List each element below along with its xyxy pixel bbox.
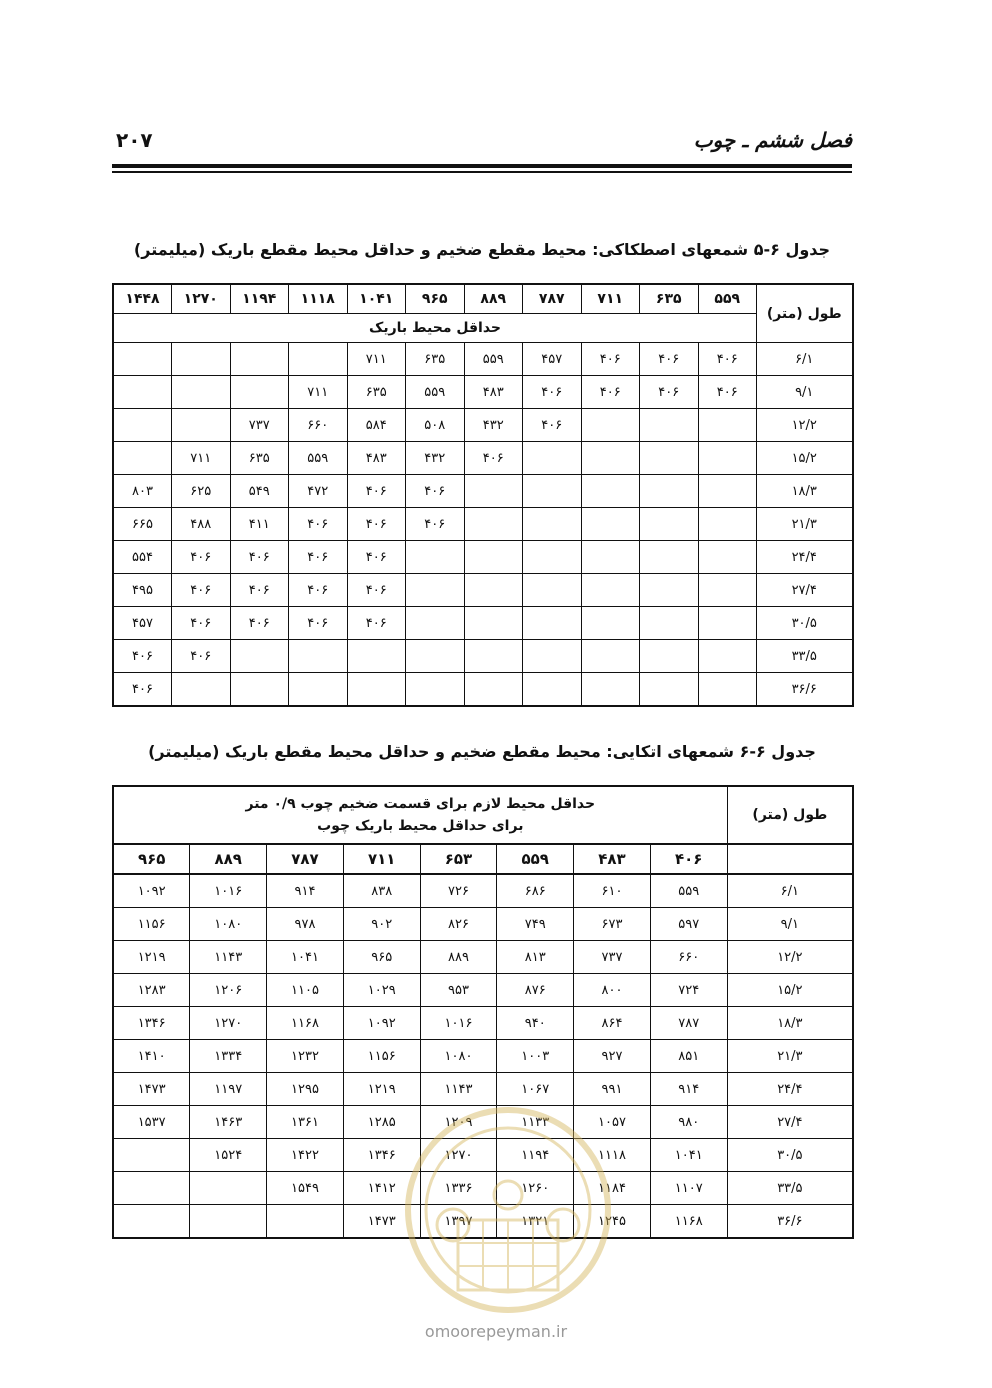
column-header: ۸۸۹ (464, 284, 523, 314)
value-cell: ۴۰۶ (347, 541, 406, 574)
length-cell: ۶/۱ (757, 343, 853, 376)
value-cell: ۷۱۱ (172, 442, 231, 475)
value-cell (406, 574, 465, 607)
value-cell (640, 607, 699, 640)
length-header: طول (متر) (757, 284, 853, 343)
value-cell: ۵۸۴ (347, 409, 406, 442)
value-cell: ۸۳۸ (343, 874, 420, 908)
value-cell: ۱۰۸۰ (420, 1040, 497, 1073)
value-cell: ۹۷۸ (267, 908, 344, 941)
value-cell: ۱۱۴۳ (190, 941, 267, 974)
value-cell (698, 673, 757, 707)
value-cell: ۴۳۲ (464, 409, 523, 442)
value-cell: ۴۰۶ (172, 640, 231, 673)
page-number: ۲۰۷ (116, 128, 153, 152)
value-cell: ۵۹۷ (650, 908, 727, 941)
length-cell: ۳۰/۵ (757, 607, 853, 640)
value-cell (172, 409, 231, 442)
value-cell: ۱۰۰۳ (497, 1040, 574, 1073)
value-cell: ۴۰۶ (464, 442, 523, 475)
value-cell: ۱۴۱۰ (113, 1040, 190, 1073)
column-header: ۱۱۱۸ (289, 284, 348, 314)
value-cell (523, 475, 582, 508)
value-cell: ۸۷۶ (497, 974, 574, 1007)
value-cell: ۱۰۴۱ (267, 941, 344, 974)
length-cell: ۱۲/۲ (757, 409, 853, 442)
value-cell: ۱۲۰۶ (190, 974, 267, 1007)
value-cell: ۱۴۶۳ (190, 1106, 267, 1139)
value-cell: ۴۰۶ (406, 508, 465, 541)
value-cell: ۱۱۸۴ (574, 1172, 651, 1205)
value-cell: ۴۰۶ (289, 574, 348, 607)
value-cell: ۶۷۳ (574, 908, 651, 941)
table-row (113, 442, 853, 475)
value-cell: ۵۵۹ (406, 376, 465, 409)
length-cell: ۲۷/۴ (727, 1106, 853, 1139)
value-cell: ۹۱۴ (650, 1073, 727, 1106)
table-row (113, 343, 853, 376)
value-cell: ۷۲۶ (420, 874, 497, 908)
value-cell: ۱۲۹۵ (267, 1073, 344, 1106)
value-cell: ۴۰۶ (698, 376, 757, 409)
value-cell (640, 508, 699, 541)
value-cell: ۴۰۶ (172, 574, 231, 607)
value-cell (230, 673, 289, 707)
table-row (113, 640, 853, 673)
value-cell: ۶۳۵ (230, 442, 289, 475)
column-header: ۱۲۷۰ (172, 284, 231, 314)
table-row (113, 974, 853, 1007)
group-header-line1: حداقل محیط لازم برای قسمت ضخیم چوب ۰/۹ متر (245, 796, 596, 812)
value-cell: ۹۸۰ (650, 1106, 727, 1139)
value-cell: ۶۶۰ (650, 941, 727, 974)
value-cell (347, 640, 406, 673)
value-cell (698, 607, 757, 640)
value-cell (581, 640, 640, 673)
value-cell (113, 442, 172, 475)
value-cell (523, 673, 582, 707)
value-cell (698, 574, 757, 607)
value-cell: ۱۲۸۳ (113, 974, 190, 1007)
length-cell: ۲۱/۳ (757, 508, 853, 541)
value-cell (640, 442, 699, 475)
value-cell (581, 475, 640, 508)
table1-caption: جدول ۶-۵ شمعهای اصطکاکی: محیط مقطع ضخیم و حداقل محیط مقطع باریک (میلیمتر) (133, 240, 831, 259)
value-cell: ۶۲۵ (172, 475, 231, 508)
value-cell: ۱۰۴۱ (650, 1139, 727, 1172)
column-header: ۸۸۹ (190, 844, 267, 874)
value-cell (464, 640, 523, 673)
column-header: ۱۰۴۱ (347, 284, 406, 314)
value-cell: ۹۶۵ (343, 941, 420, 974)
value-cell (406, 541, 465, 574)
table-row (113, 908, 853, 941)
value-cell: ۴۳۲ (406, 442, 465, 475)
length-cell: ۳۰/۵ (727, 1139, 853, 1172)
value-cell: ۴۰۶ (289, 508, 348, 541)
value-cell: ۱۱۱۸ (574, 1139, 651, 1172)
value-cell: ۴۰۶ (113, 673, 172, 707)
publisher-seal-watermark (398, 1100, 618, 1320)
value-cell: ۱۱۶۸ (267, 1007, 344, 1040)
value-cell: ۴۰۶ (113, 640, 172, 673)
length-cell: ۱۸/۳ (727, 1007, 853, 1040)
header-rule-thick (112, 164, 852, 168)
length-cell: ۶/۱ (727, 874, 853, 908)
column-header: ۶۳۵ (640, 284, 699, 314)
value-cell: ۵۰۸ (406, 409, 465, 442)
length-cell: ۲۱/۳ (727, 1040, 853, 1073)
value-cell: ۴۰۶ (172, 541, 231, 574)
value-cell: ۶۶۵ (113, 508, 172, 541)
column-header: ۵۵۹ (698, 284, 757, 314)
value-cell (172, 673, 231, 707)
value-cell (267, 1205, 344, 1239)
length-cell: ۲۴/۴ (727, 1073, 853, 1106)
value-cell (640, 673, 699, 707)
value-cell: ۱۳۹۷ (420, 1205, 497, 1239)
value-cell: ۴۰۶ (289, 607, 348, 640)
value-cell (230, 640, 289, 673)
value-cell (640, 409, 699, 442)
value-cell: ۱۱۶۸ (650, 1205, 727, 1239)
value-cell: ۴۰۶ (698, 343, 757, 376)
value-cell: ۱۰۸۰ (190, 908, 267, 941)
value-cell: ۴۰۶ (172, 607, 231, 640)
value-cell: ۱۲۳۲ (267, 1040, 344, 1073)
length-cell: ۱۵/۲ (727, 974, 853, 1007)
value-cell (113, 376, 172, 409)
value-cell: ۱۲۷۰ (190, 1007, 267, 1040)
value-cell: ۱۵۳۷ (113, 1106, 190, 1139)
value-cell: ۴۰۶ (581, 376, 640, 409)
chapter-title: فصل ششم ـ چوب (693, 128, 852, 152)
value-cell (581, 442, 640, 475)
value-cell: ۱۰۲۹ (343, 974, 420, 1007)
length-cell: ۱۲/۲ (727, 941, 853, 974)
value-cell (698, 640, 757, 673)
column-header: ۹۶۵ (113, 844, 190, 874)
value-cell (523, 574, 582, 607)
value-cell (698, 475, 757, 508)
column-header: ۴۰۶ (650, 844, 727, 874)
length-cell: ۳۶/۶ (727, 1205, 853, 1239)
value-cell: ۹۴۰ (497, 1007, 574, 1040)
value-cell: ۱۱۵۶ (343, 1040, 420, 1073)
value-cell: ۴۸۸ (172, 508, 231, 541)
table-row (113, 941, 853, 974)
value-cell: ۴۷۲ (289, 475, 348, 508)
column-header: ۴۸۳ (574, 844, 651, 874)
value-cell: ۱۵۴۹ (267, 1172, 344, 1205)
group-header-line2: برای حداقل محیط باریک چوب (317, 818, 524, 834)
value-cell: ۱۴۷۳ (113, 1073, 190, 1106)
value-cell: ۱۳۴۶ (113, 1007, 190, 1040)
value-cell (289, 640, 348, 673)
column-header: ۹۶۵ (406, 284, 465, 314)
value-cell: ۵۵۹ (650, 874, 727, 908)
value-cell (523, 541, 582, 574)
value-cell (523, 442, 582, 475)
website-watermark: omoorepeyman.ir (424, 1322, 568, 1341)
value-cell: ۷۱۱ (347, 343, 406, 376)
value-cell: ۱۰۹۲ (113, 874, 190, 908)
value-cell: ۱۱۳۳ (497, 1106, 574, 1139)
value-cell: ۴۱۱ (230, 508, 289, 541)
value-cell: ۴۸۳ (347, 442, 406, 475)
value-cell: ۱۲۱۹ (343, 1073, 420, 1106)
value-cell: ۱۱۰۷ (650, 1172, 727, 1205)
value-cell: ۱۰۵۷ (574, 1106, 651, 1139)
value-cell: ۶۸۶ (497, 874, 574, 908)
value-cell: ۴۰۶ (581, 343, 640, 376)
value-cell: ۱۴۲۲ (267, 1139, 344, 1172)
value-cell (523, 607, 582, 640)
value-cell: ۵۵۹ (289, 442, 348, 475)
table-row (113, 508, 853, 541)
value-cell: ۴۰۶ (347, 508, 406, 541)
value-cell: ۹۹۱ (574, 1073, 651, 1106)
value-cell: ۶۳۵ (406, 343, 465, 376)
value-cell: ۸۸۹ (420, 941, 497, 974)
value-cell: ۶۶۰ (289, 409, 348, 442)
table-row (113, 1007, 853, 1040)
value-cell (230, 376, 289, 409)
value-cell: ۱۴۱۲ (343, 1172, 420, 1205)
value-cell: ۷۴۹ (497, 908, 574, 941)
value-cell: ۱۲۶۰ (497, 1172, 574, 1205)
value-cell (464, 508, 523, 541)
column-header: ۷۸۷ (523, 284, 582, 314)
value-cell: ۴۵۷ (113, 607, 172, 640)
value-cell (698, 442, 757, 475)
value-cell (640, 541, 699, 574)
value-cell (640, 574, 699, 607)
length-cell: ۹/۱ (727, 908, 853, 941)
value-cell (464, 607, 523, 640)
subheader: حداقل محیط باریک (113, 314, 757, 343)
value-cell (190, 1172, 267, 1205)
value-cell: ۷۲۴ (650, 974, 727, 1007)
value-cell (581, 508, 640, 541)
table-row (113, 475, 853, 508)
value-cell: ۴۰۶ (289, 541, 348, 574)
table-row (113, 376, 853, 409)
value-cell: ۱۱۹۷ (190, 1073, 267, 1106)
value-cell (113, 343, 172, 376)
table-row (113, 574, 853, 607)
value-cell (640, 475, 699, 508)
column-header: ۵۵۹ (497, 844, 574, 874)
value-cell (464, 541, 523, 574)
value-cell: ۴۵۷ (523, 343, 582, 376)
value-cell (698, 409, 757, 442)
value-cell: ۴۸۳ (464, 376, 523, 409)
value-cell: ۱۰۱۶ (190, 874, 267, 908)
value-cell: ۸۶۴ (574, 1007, 651, 1040)
value-cell: ۴۰۶ (230, 574, 289, 607)
value-cell (289, 673, 348, 707)
value-cell: ۱۱۹۴ (497, 1139, 574, 1172)
value-cell: ۶۳۵ (347, 376, 406, 409)
value-cell: ۴۰۶ (347, 574, 406, 607)
value-cell (406, 640, 465, 673)
value-cell: ۴۰۶ (347, 607, 406, 640)
value-cell: ۱۳۴۶ (343, 1139, 420, 1172)
value-cell: ۹۲۷ (574, 1040, 651, 1073)
value-cell: ۱۰۶۷ (497, 1073, 574, 1106)
value-cell (113, 1205, 190, 1239)
value-cell (230, 343, 289, 376)
value-cell: ۸۰۳ (113, 475, 172, 508)
value-cell: ۴۰۶ (230, 541, 289, 574)
value-cell: ۴۰۶ (406, 475, 465, 508)
value-cell (523, 640, 582, 673)
value-cell (464, 475, 523, 508)
value-cell: ۱۰۱۶ (420, 1007, 497, 1040)
length-header: طول (متر) (727, 786, 853, 844)
value-cell: ۱۵۲۴ (190, 1139, 267, 1172)
value-cell: ۴۰۶ (230, 607, 289, 640)
value-cell (190, 1205, 267, 1239)
value-cell (113, 409, 172, 442)
value-cell: ۴۰۶ (640, 376, 699, 409)
value-cell (289, 343, 348, 376)
value-cell: ۷۳۷ (574, 941, 651, 974)
value-cell: ۱۱۴۳ (420, 1073, 497, 1106)
value-cell: ۹۵۳ (420, 974, 497, 1007)
value-cell: ۵۴۹ (230, 475, 289, 508)
value-cell: ۱۱۰۵ (267, 974, 344, 1007)
length-cell: ۹/۱ (757, 376, 853, 409)
length-cell: ۳۶/۶ (757, 673, 853, 707)
value-cell (464, 673, 523, 707)
column-header: ۱۱۹۴ (230, 284, 289, 314)
column-header: ۷۸۷ (267, 844, 344, 874)
value-cell: ۱۳۳۶ (420, 1172, 497, 1205)
header-rule-thin (112, 171, 852, 173)
value-cell: ۱۲۱۹ (113, 941, 190, 974)
table-row (113, 1040, 853, 1073)
value-cell: ۵۵۴ (113, 541, 172, 574)
length-cell: ۱۵/۲ (757, 442, 853, 475)
value-cell (581, 673, 640, 707)
value-cell: ۷۱۱ (289, 376, 348, 409)
value-cell (406, 607, 465, 640)
value-cell: ۱۲۰۹ (420, 1106, 497, 1139)
value-cell: ۹۱۴ (267, 874, 344, 908)
value-cell (581, 541, 640, 574)
table-row (113, 541, 853, 574)
value-cell: ۷۳۷ (230, 409, 289, 442)
table2-caption: جدول ۶-۶ شمعهای اتکایی: محیط مقطع ضخیم و حداقل محیط مقطع باریک (میلیمتر) (148, 742, 816, 761)
length-cell: ۱۸/۳ (757, 475, 853, 508)
friction-piles-table (112, 283, 854, 707)
value-cell (698, 508, 757, 541)
value-cell: ۱۰۹۲ (343, 1007, 420, 1040)
value-cell (172, 343, 231, 376)
value-cell: ۱۳۳۴ (190, 1040, 267, 1073)
value-cell: ۴۰۶ (640, 343, 699, 376)
value-cell (581, 409, 640, 442)
table-row (113, 607, 853, 640)
value-cell (581, 607, 640, 640)
value-cell (113, 1139, 190, 1172)
value-cell (347, 673, 406, 707)
value-cell (406, 673, 465, 707)
table-row (113, 874, 853, 908)
empty-cell (727, 844, 853, 874)
value-cell: ۶۱۰ (574, 874, 651, 908)
value-cell: ۸۲۶ (420, 908, 497, 941)
value-cell: ۴۰۶ (523, 376, 582, 409)
value-cell: ۱۱۵۶ (113, 908, 190, 941)
value-cell (113, 1172, 190, 1205)
value-cell: ۱۲۴۵ (574, 1205, 651, 1239)
value-cell: ۸۱۳ (497, 941, 574, 974)
column-header: ۷۱۱ (343, 844, 420, 874)
value-cell (464, 574, 523, 607)
value-cell: ۵۵۹ (464, 343, 523, 376)
value-cell (523, 508, 582, 541)
value-cell: ۱۳۲۱ (497, 1205, 574, 1239)
value-cell (581, 574, 640, 607)
length-cell: ۳۳/۵ (757, 640, 853, 673)
table-row (113, 673, 853, 707)
value-cell: ۱۳۶۱ (267, 1106, 344, 1139)
value-cell: ۷۸۷ (650, 1007, 727, 1040)
value-cell (698, 541, 757, 574)
column-header: ۱۴۴۸ (113, 284, 172, 314)
value-cell: ۴۰۶ (523, 409, 582, 442)
table-row (113, 409, 853, 442)
value-cell: ۸۵۱ (650, 1040, 727, 1073)
group-header (113, 786, 727, 844)
value-cell: ۴۹۵ (113, 574, 172, 607)
column-header: ۷۱۱ (581, 284, 640, 314)
value-cell: ۴۰۶ (347, 475, 406, 508)
length-cell: ۲۷/۴ (757, 574, 853, 607)
value-cell (640, 640, 699, 673)
value-cell: ۱۴۷۳ (343, 1205, 420, 1239)
length-cell: ۲۴/۴ (757, 541, 853, 574)
value-cell: ۱۲۷۰ (420, 1139, 497, 1172)
length-cell: ۳۳/۵ (727, 1172, 853, 1205)
value-cell: ۹۰۲ (343, 908, 420, 941)
column-header: ۶۵۳ (420, 844, 497, 874)
value-cell: ۸۰۰ (574, 974, 651, 1007)
value-cell (172, 376, 231, 409)
value-cell: ۱۲۸۵ (343, 1106, 420, 1139)
